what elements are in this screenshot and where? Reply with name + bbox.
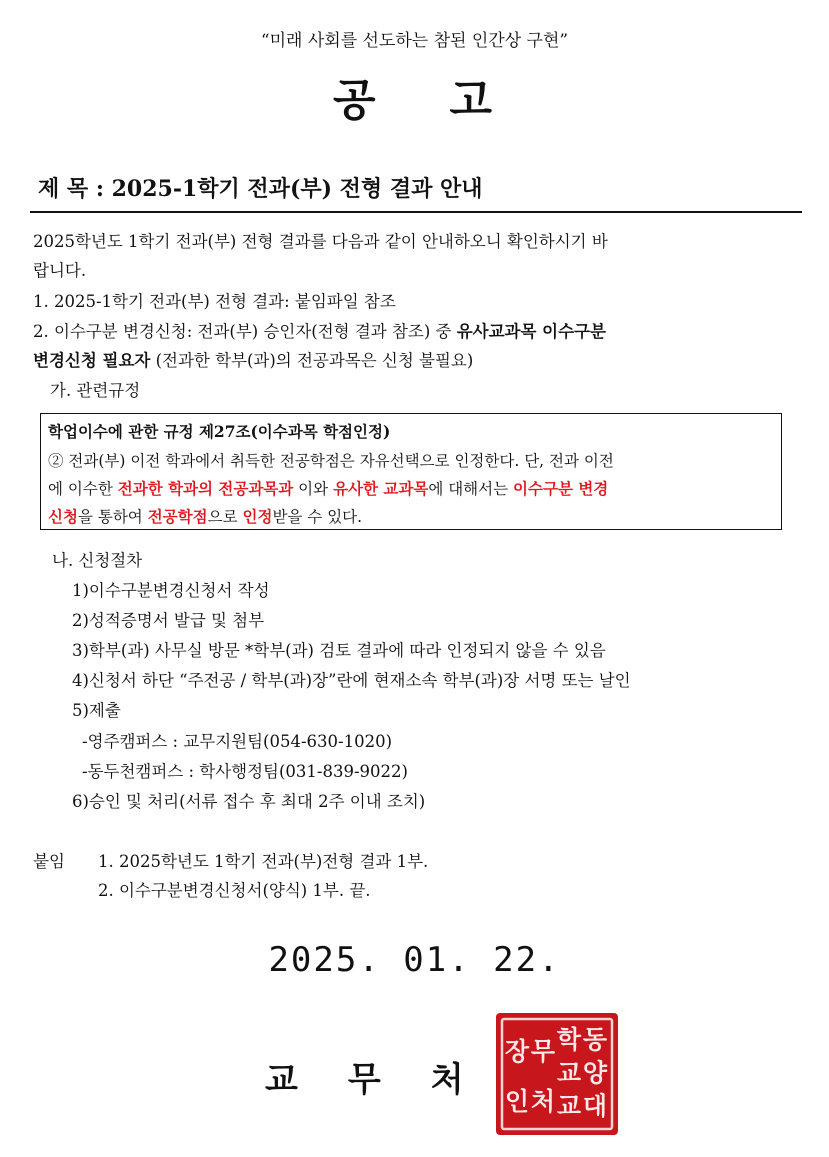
regulation-line-3 xyxy=(48,505,362,527)
item-2-line-1 xyxy=(33,318,606,342)
seal-glyph: 장 xyxy=(504,1037,530,1066)
official-seal xyxy=(493,1010,621,1138)
step-5: 5)제출 xyxy=(72,701,121,720)
attachment-2: 2. 이수구분변경신청서(양식) 1부. 끝. xyxy=(98,881,371,900)
seal-glyph: 양 xyxy=(582,1058,608,1088)
item-2-line-2 xyxy=(33,347,473,371)
motto: “미래 사회를 선도하는 참된 인간상 구현” xyxy=(260,31,569,51)
step-3: 3)학부(과) 사무실 방문 *학부(과) 검토 결과에 따라 인정되지 않을 수 있음 xyxy=(72,641,606,660)
issuer-char: 처 xyxy=(430,1060,464,1100)
reg-highlight: 이수구분 변경 xyxy=(513,479,609,498)
step-1: 1)이수구분변경신청서 작성 xyxy=(72,581,270,600)
step-4: 4)신청서 하단 “주전공 / 학부(과)장”란에 현재소속 학부(과)장 서명 또는 날인 xyxy=(72,671,631,690)
item-2-prefix: 2. 이수구분 변경신청: 전과(부) 승인자(전형 결과 참조) 중 xyxy=(33,322,457,341)
seal-glyph: 교 xyxy=(556,1091,582,1121)
section-na: 나. 신청절차 xyxy=(52,551,143,570)
reg-text: 이와 xyxy=(293,480,334,498)
page-title xyxy=(0,64,829,128)
seal-glyph: 동 xyxy=(582,1025,608,1054)
reg-text: 받을 수 있다. xyxy=(272,508,363,526)
reg-text: 을 통하여 xyxy=(77,508,148,526)
step-6: 6)승인 및 처리(서류 접수 후 최대 2주 이내 조치) xyxy=(72,792,426,811)
campus-yeongju: -영주캠퍼스 : 교무지원팀(054-630-1020) xyxy=(82,732,393,751)
reg-highlight: 전과한 학과의 전공과목과 xyxy=(117,479,294,498)
reg-text: 으로 xyxy=(207,508,243,526)
seal-glyph: 학 xyxy=(556,1025,582,1054)
item-2-suffix: (전과한 학부(과)의 전공과목은 신청 불필요) xyxy=(150,351,474,370)
regulation-line-1: ② 전과(부) 이전 학과에서 취득한 전공학점은 자유선택으로 인정한다. 단, 전과 이전 xyxy=(48,452,614,470)
title-char-2: 고 xyxy=(449,75,497,126)
regulation-title: 학업이수에 관한 규정 제27조(이수과목 학점인정) xyxy=(48,422,391,441)
campus-dongducheon: -동두천캠퍼스 : 학사행정팀(031-839-9022) xyxy=(82,762,408,781)
regulation-line-2 xyxy=(48,477,608,499)
reg-highlight: 인정 xyxy=(242,507,273,526)
item-2-bold-2: 변경신청 필요자 xyxy=(33,351,151,370)
title-char-1: 공 xyxy=(332,75,380,126)
issue-date: 2025. 01. 22. xyxy=(268,940,561,980)
issuer-char: 무 xyxy=(347,1060,381,1100)
intro-line-2: 랍니다. xyxy=(33,261,87,280)
issuer-char: 교 xyxy=(265,1060,298,1100)
subject-line: 제 목 : 2025-1학기 전과(부) 전형 결과 안내 xyxy=(38,176,483,202)
seal-glyph: 교 xyxy=(556,1058,582,1088)
reg-text: 에 대해서는 xyxy=(428,480,514,498)
seal-glyph: 인 xyxy=(504,1087,530,1116)
reg-highlight: 유사한 교과목 xyxy=(333,479,429,498)
regulation-box xyxy=(40,413,782,530)
seal-glyph: 처 xyxy=(530,1087,556,1116)
reg-highlight: 전공학점 xyxy=(147,507,208,526)
divider xyxy=(30,211,802,213)
reg-text: 에 이수한 xyxy=(48,480,118,498)
intro-line-1: 2025학년도 1학기 전과(부) 전형 결과를 다음과 같이 안내하오니 확인하시기 바 xyxy=(33,232,608,251)
item-2-bold-1: 유사교과목 이수구분 xyxy=(456,322,606,341)
seal-glyph: 무 xyxy=(530,1037,556,1066)
item-1: 1. 2025-1학기 전과(부) 전형 결과: 붙임파일 참조 xyxy=(33,292,396,311)
step-2: 2)성적증명서 발급 및 첨부 xyxy=(72,611,265,630)
reg-highlight: 신청 xyxy=(48,507,78,526)
attachments-label: 붙임 xyxy=(33,852,65,871)
attachment-1: 1. 2025학년도 1학기 전과(부)전형 결과 1부. xyxy=(98,852,429,871)
section-ga: 가. 관련규정 xyxy=(50,381,141,400)
seal-glyph: 대 xyxy=(582,1091,608,1121)
